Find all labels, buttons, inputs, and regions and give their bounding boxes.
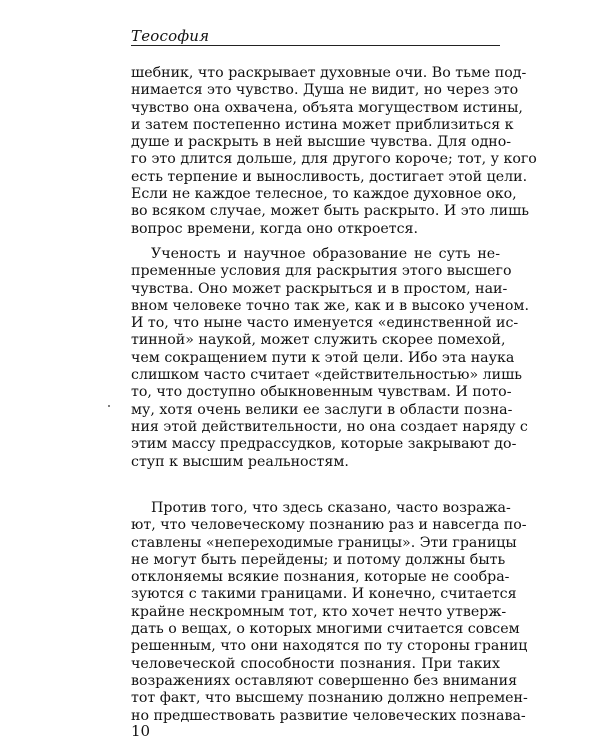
- text-line: ступ к высшим реальностям.: [131, 453, 349, 470]
- text-line: ния этой действительности, но она создает наряду с: [131, 418, 528, 435]
- text-line: шебник, что раскрывает духовные очи. Во тьме под-: [131, 65, 527, 81]
- text-line: Ученость и научное образование не суть не-: [151, 246, 500, 262]
- text-line: чем сокращением пути к этой цели. Ибо эта наука: [131, 349, 515, 366]
- text-line: му, хотя очень велики ее заслуги в области позна-: [131, 401, 513, 418]
- text-line: го это длится дольше, для другого короче; тот, у кого: [131, 151, 537, 168]
- text-line: Если не каждое телесное, то каждое духовное око,: [131, 186, 517, 203]
- text-line: тинной» наукой, может служить скорее помехой,: [131, 332, 506, 349]
- text-line: чувство она охвачена, объята могуществом истины,: [131, 99, 523, 116]
- text-line: душе и раскрыть в ней высшие чувства. Для одно-: [131, 134, 512, 151]
- paragraph-3: [131, 500, 528, 725]
- text-line: есть терпение и выносливость, достигает этой цели.: [131, 168, 528, 185]
- text-line: человеческой способности познания. При таких: [131, 655, 500, 672]
- text-line: ют, что человеческому познанию раз и навсегда по-: [131, 517, 527, 534]
- text-line: ставлены «непереходимые границы». Эти границы: [131, 534, 517, 551]
- text-line: дать о вещах, о которых многими считается совсем: [131, 621, 520, 638]
- text-line: И то, что ныне часто именуется «единственной ис-: [131, 315, 519, 332]
- paragraph-2: [131, 246, 529, 471]
- text-line: вном человеке точно так же, как и в высоко ученом.: [131, 297, 529, 314]
- text-line: зуются с такими границами. И конечно, считается: [131, 586, 517, 603]
- text-line: но предшествовать развитие человеческих познава-: [131, 707, 526, 724]
- text-line: тот факт, что высшему познанию должно непремен-: [131, 690, 528, 707]
- running-header-title: Теософия: [131, 27, 210, 45]
- text-line: во всяком случае, может быть раскрыто. И это лишь: [131, 203, 529, 220]
- text-line: чувства. Оно может раскрыться и в простом, наи-: [131, 280, 508, 297]
- text-line: возражениях оставляют совершенно без внимания: [131, 672, 518, 689]
- text-line: вопрос времени, когда оно откроется.: [131, 220, 419, 237]
- header-rule: [131, 45, 500, 46]
- text-line: крайне нескромным тот, кто хочет нечто утверж-: [131, 603, 507, 620]
- paragraph-1: [131, 65, 537, 238]
- print-speck: [108, 405, 110, 407]
- text-line: не могут быть перейдены; и потому должны быть: [131, 551, 506, 568]
- text-line: слишком часто считает «действительностью» лишь: [131, 367, 523, 384]
- page-number: 10: [131, 722, 151, 740]
- text-line: и затем постепенно истина может приблизиться к: [131, 116, 514, 133]
- text-line: решенным, что они находятся по ту стороны границ: [131, 638, 528, 655]
- text-line: отклоняемы всякие познания, которые не сообра-: [131, 569, 510, 586]
- text-line: нимается это чувство. Душа не видит, но через это: [131, 82, 519, 99]
- text-line: пременные условия для раскрытия этого высшего: [131, 263, 512, 280]
- text-line: Против того, что здесь сказано, часто возража-: [151, 500, 511, 516]
- text-line: то, что доступно обыкновенным чувствам. И пото-: [131, 384, 512, 401]
- text-line: этим массу предрассудков, которые закрывают до-: [131, 436, 517, 453]
